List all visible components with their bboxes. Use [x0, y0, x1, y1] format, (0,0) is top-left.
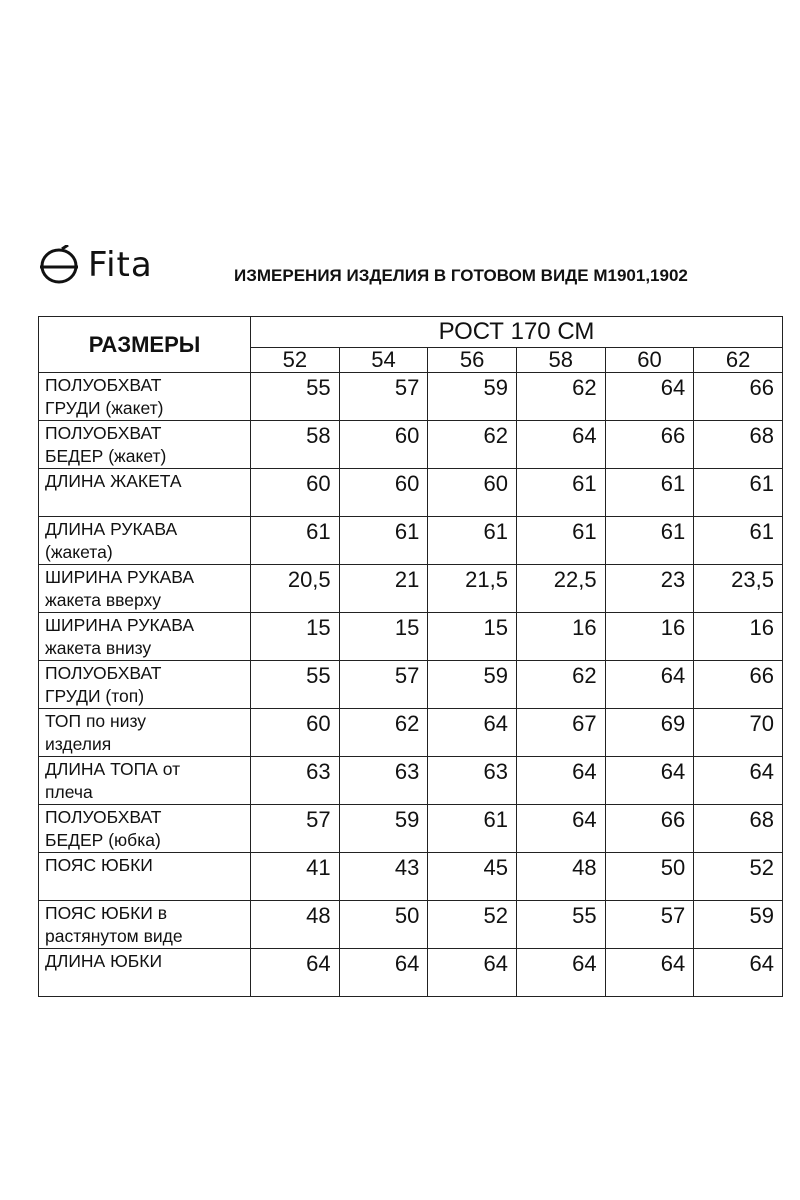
measurement-value: 52	[428, 901, 517, 949]
table-row	[39, 517, 783, 565]
table-row	[39, 901, 783, 949]
table-row	[39, 373, 783, 421]
measurement-label	[39, 709, 251, 757]
measurement-label-line: ШИРИНА РУКАВА	[45, 615, 195, 635]
measurement-value: 50	[605, 853, 694, 901]
measurement-label-line	[45, 973, 250, 996]
measurement-value: 60	[339, 421, 428, 469]
measurement-label	[39, 661, 251, 709]
measurement-value: 68	[694, 805, 783, 853]
measurement-value: 63	[251, 757, 340, 805]
measurement-value: 58	[251, 421, 340, 469]
table-row	[39, 613, 783, 661]
measurement-value: 64	[694, 757, 783, 805]
measurement-label-line: ДЛИНА РУКАВА	[45, 519, 178, 539]
measurement-value: 64	[516, 805, 605, 853]
measurement-value: 52	[694, 853, 783, 901]
size-header-cell: 58	[516, 348, 605, 373]
measurement-label-line: ДЛИНА ЮБКИ	[45, 951, 163, 971]
measurement-value: 66	[605, 805, 694, 853]
measurement-value: 55	[516, 901, 605, 949]
measurement-value: 63	[428, 757, 517, 805]
size-header-cell: 60	[605, 348, 694, 373]
page-header	[38, 244, 768, 290]
measurement-value: 60	[339, 469, 428, 517]
measurement-value: 68	[694, 421, 783, 469]
sizes-header: РАЗМЕРЫ	[39, 317, 251, 373]
table-row	[39, 949, 783, 997]
measurement-value: 16	[605, 613, 694, 661]
measurement-value: 59	[428, 661, 517, 709]
measurement-value: 64	[694, 949, 783, 997]
measurement-value: 64	[516, 757, 605, 805]
measurement-value: 45	[428, 853, 517, 901]
measurement-label-line: ПОЯС ЮБКИ	[45, 855, 153, 875]
measurement-value: 23	[605, 565, 694, 613]
measurement-value: 48	[251, 901, 340, 949]
measurement-value: 43	[339, 853, 428, 901]
measurement-value: 15	[339, 613, 428, 661]
measurement-label-line	[45, 877, 250, 900]
measurement-value: 70	[694, 709, 783, 757]
measurement-value: 57	[251, 805, 340, 853]
measurement-value: 61	[516, 469, 605, 517]
measurement-label	[39, 853, 251, 901]
measurement-value: 61	[428, 805, 517, 853]
measurement-value: 64	[516, 421, 605, 469]
measurement-label-line: жакета внизу	[45, 638, 152, 658]
measurement-value: 63	[339, 757, 428, 805]
measurement-value: 55	[251, 661, 340, 709]
table-row	[39, 661, 783, 709]
measurement-value: 41	[251, 853, 340, 901]
table-row	[39, 421, 783, 469]
measurement-value: 64	[339, 949, 428, 997]
measurement-value: 69	[605, 709, 694, 757]
measurement-value: 59	[428, 373, 517, 421]
measurement-value: 16	[516, 613, 605, 661]
measurement-label-line: ПОЛУОБХВАТ	[45, 375, 162, 395]
measurement-value: 21	[339, 565, 428, 613]
measurement-value: 66	[605, 421, 694, 469]
measurement-label	[39, 565, 251, 613]
measurement-label-line: ДЛИНА ТОПА от	[45, 759, 181, 779]
measurement-value: 16	[694, 613, 783, 661]
measurement-value: 64	[605, 757, 694, 805]
size-header-cell: 54	[339, 348, 428, 373]
measurement-label	[39, 613, 251, 661]
brand-logo	[38, 244, 153, 286]
measurement-value: 61	[605, 469, 694, 517]
measurement-label	[39, 805, 251, 853]
measurement-value: 60	[251, 709, 340, 757]
measurement-label	[39, 757, 251, 805]
measurement-label-line: БЕДЕР (жакет)	[45, 446, 167, 466]
measurement-value: 62	[339, 709, 428, 757]
measurement-value: 64	[605, 661, 694, 709]
measurement-label-line: изделия	[45, 734, 112, 754]
measurement-value: 57	[605, 901, 694, 949]
height-header: РОСТ 170 СМ	[251, 317, 783, 348]
measurement-label-line: жакета вверху	[45, 590, 162, 610]
size-header-cell: 62	[694, 348, 783, 373]
measurement-value: 66	[694, 661, 783, 709]
measurement-value: 62	[516, 373, 605, 421]
size-header-cell: 56	[428, 348, 517, 373]
measurement-value: 66	[694, 373, 783, 421]
measurement-label-line: ГРУДИ (топ)	[45, 686, 145, 706]
measurement-value: 61	[694, 517, 783, 565]
measurement-label-line: ДЛИНА ЖАКЕТА	[45, 471, 182, 491]
measurement-value: 61	[251, 517, 340, 565]
size-chart-table	[38, 316, 783, 997]
measurement-label	[39, 421, 251, 469]
measurement-label-line: ПОЛУОБХВАТ	[45, 807, 162, 827]
measurement-value: 64	[251, 949, 340, 997]
measurement-value: 64	[605, 373, 694, 421]
measurement-value: 62	[516, 661, 605, 709]
size-header-cell: 52	[251, 348, 340, 373]
measurement-label-line: ПОЛУОБХВАТ	[45, 423, 162, 443]
measurement-value: 64	[605, 949, 694, 997]
measurement-value: 62	[428, 421, 517, 469]
table-row	[39, 805, 783, 853]
table-header-row	[39, 317, 783, 348]
measurement-value: 22,5	[516, 565, 605, 613]
measurement-label-line: ТОП по низу	[45, 711, 147, 731]
measurement-value: 50	[339, 901, 428, 949]
table-row	[39, 853, 783, 901]
measurement-label-line: ШИРИНА РУКАВА	[45, 567, 195, 587]
measurement-value: 15	[428, 613, 517, 661]
measurement-value: 20,5	[251, 565, 340, 613]
measurement-value: 23,5	[694, 565, 783, 613]
table-row	[39, 469, 783, 517]
measurement-value: 61	[339, 517, 428, 565]
measurement-label	[39, 901, 251, 949]
measurement-value: 59	[339, 805, 428, 853]
measurement-value: 21,5	[428, 565, 517, 613]
table-row	[39, 757, 783, 805]
measurement-label-line: растянутом виде	[45, 926, 183, 946]
measurement-value: 61	[428, 517, 517, 565]
measurement-label-line: (жакета)	[45, 542, 113, 562]
fita-logo-icon	[38, 245, 80, 285]
measurement-label	[39, 949, 251, 997]
measurement-value: 15	[251, 613, 340, 661]
measurement-value: 64	[516, 949, 605, 997]
measurement-value: 59	[694, 901, 783, 949]
measurement-value: 64	[428, 709, 517, 757]
measurement-value: 67	[516, 709, 605, 757]
measurement-value: 61	[605, 517, 694, 565]
measurement-label	[39, 517, 251, 565]
measurement-value: 61	[516, 517, 605, 565]
measurement-value: 48	[516, 853, 605, 901]
measurement-value: 60	[428, 469, 517, 517]
table-row	[39, 709, 783, 757]
measurement-label-line: ПОЛУОБХВАТ	[45, 663, 162, 683]
measurement-value: 55	[251, 373, 340, 421]
measurement-value: 57	[339, 373, 428, 421]
measurement-label	[39, 469, 251, 517]
measurement-label-line: ПОЯС ЮБКИ в	[45, 903, 168, 923]
measurement-label-line: плеча	[45, 782, 93, 802]
measurement-label	[39, 373, 251, 421]
brand-name: Fita	[88, 245, 153, 285]
measurement-label-line: БЕДЕР (юбка)	[45, 830, 161, 850]
measurement-value: 64	[428, 949, 517, 997]
measurement-value: 57	[339, 661, 428, 709]
measurement-label-line: ГРУДИ (жакет)	[45, 398, 164, 418]
measurement-value: 60	[251, 469, 340, 517]
table-row	[39, 565, 783, 613]
measurement-label-line	[45, 493, 250, 516]
measurement-value: 61	[694, 469, 783, 517]
page-title: ИЗМЕРЕНИЯ ИЗДЕЛИЯ В ГОТОВОМ ВИДЕ М1901,1902	[234, 266, 688, 285]
